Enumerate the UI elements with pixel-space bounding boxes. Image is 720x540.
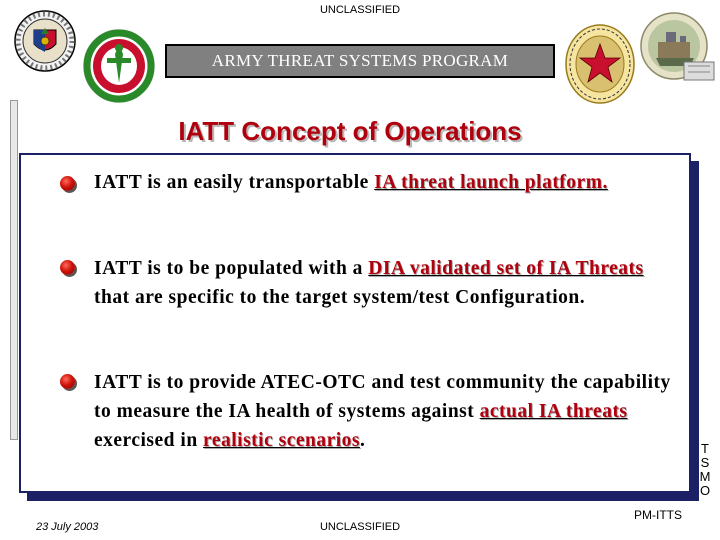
tsmo-letter: S — [700, 455, 710, 470]
bullet-marker-icon — [60, 374, 75, 389]
bullet-3-highlight-1: actual IA threats — [479, 401, 628, 422]
tsmo-letter: O — [699, 483, 711, 498]
itts-building-logo — [636, 10, 716, 90]
bullet-3-highlight-2: realistic scenarios — [203, 430, 361, 451]
bullet-3-text — [94, 368, 674, 455]
slide-title: IATT Concept of Operations — [178, 116, 522, 146]
left-seal-logo — [14, 10, 76, 72]
tsmo-seal-logo — [565, 24, 635, 104]
bullet-2-rest: that are specific to the target system/test Configuration. — [94, 287, 586, 308]
bullet-marker-icon — [60, 176, 75, 191]
otc-emblem-logo — [82, 28, 156, 104]
bullet-1-text — [94, 168, 674, 197]
footer-org: PM-ITTS — [634, 508, 682, 522]
top-classification: UNCLASSIFIED — [319, 4, 401, 16]
tsmo-letter: M — [699, 469, 711, 484]
bullet-1-highlight: IA threat launch platform. — [374, 172, 608, 193]
footer-date: 23 July 2003 — [36, 521, 99, 533]
left-decor-bar — [10, 100, 18, 440]
tsmo-vertical-label — [695, 442, 715, 498]
bullet-2-pre: IATT is to be populated with a — [94, 258, 369, 279]
bullet-1-pre: IATT is an easily transportable — [94, 172, 375, 193]
tsmo-letter: T — [701, 441, 709, 456]
program-banner: ARMY THREAT SYSTEMS PROGRAM — [165, 44, 555, 78]
bullet-3-mid: exercised in — [94, 430, 204, 451]
bullet-2-text — [94, 254, 674, 312]
bullet-3-pre: IATT is to provide ATEC-OTC and test community the capability to measure the IA health of systems against — [94, 372, 671, 422]
bottom-classification: UNCLASSIFIED — [319, 521, 401, 533]
bullet-marker-icon — [60, 260, 75, 275]
bullet-2-highlight: DIA validated set of IA Threats — [368, 258, 644, 279]
bullet-3-end: . — [360, 430, 366, 451]
